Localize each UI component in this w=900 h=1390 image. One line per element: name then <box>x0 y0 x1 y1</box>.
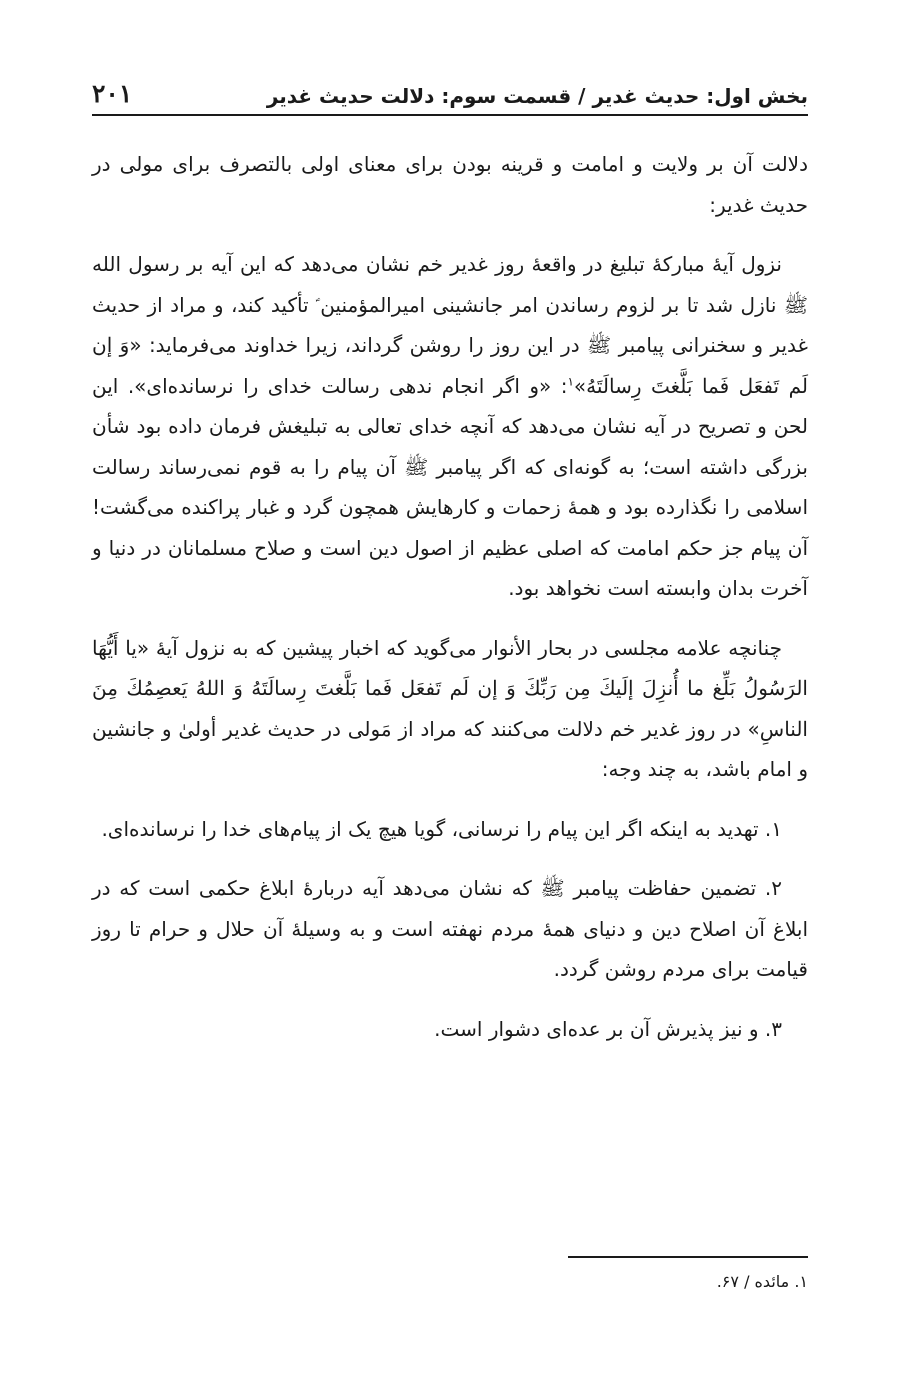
footnote-divider <box>568 1256 808 1258</box>
list-item: ۱. تهدید به اینکه اگر این پیام را نرسانی، گویا هیچ یک از پیام‌های خدا را نرسانده‌ای. <box>101 816 782 841</box>
page-header <box>92 68 808 116</box>
paragraph-tabligh-verse: نزول آیهٔ مبارکهٔ تبلیغ در واقعهٔ روز غدیر خم نشان می‌دهد که این آیه بر رسول الله ﷺ نازل شد تا بر لزوم رساندن امر جانشینی امیرالمؤمنین ؑ تأکید کند، و مراد از حدیث غدیر و سخنرانی پیامبر ﷺ در این روز را روشن گرداند، زیرا خداوند می‌فرماید: «وَ إن لَم تَفعَل فَما بَلَّغتَ رِسالَتَهُ»$^۱$: «و اگر انجام ندهی رسالت خدای را نرسانده‌ای». این لحن و تصریح در آیه نشان می‌دهد که آنچه خدای تعالی به تبلیغش فرمان داده بود شأن بزرگی داشته است؛ به گونه‌ای که اگر پیامبر ﷺ آن پیام را به قوم نمی‌رساند رسالت اسلامی را نگذارده بود و همهٔ زحمات و کارهایش همچون گرد و غبار پراکنده می‌گشت! آن پیام جز حکم امامت که اصلی عظیم از اصول دین است و صلاح مسلمانان در دنیا و آخرت بدان وابسته است نخواهد بود. <box>92 252 808 600</box>
paragraph-intro: دلالت آن بر ولایت و امامت و قرینه بودن برای معنای اولی بالتصرف برای مولی در حدیث غدیر: <box>92 152 808 217</box>
quran-verse: یا أَیُّهَا الرَسُولُ بَلِّغ ما أُنزِلَ إلَیكَ مِن رَبِّكَ وَ إن لَم تَفعَل فَما بَلَّغتَ رِسالَتَهُ وَ اللهُ یَعصِمُكَ مِنَ الناسِ <box>92 635 808 741</box>
paragraph-majlisi: چنانچه علامه مجلسی در بحار الأنوار می‌گوید که اخبار پیشین که به نزول آیهٔ «یا أَیُّهَا الرَسُولُ بَلِّغ ما أُنزِلَ إلَیكَ مِن رَبِّكَ وَ إن لَم تَفعَل فَما بَلَّغتَ رِسالَتَهُ وَ اللهُ یَعصِمُكَ مِنَ الناسِ» در روز غدیر خم دلالت می‌کنند که مراد از مَولی در حدیث غدیر أولیٰ و جانشین و امام باشد، به چند وجه: <box>92 635 808 781</box>
running-head: بخش اول: حدیث غدیر / قسمت سوم: دلالت حدیث غدیر <box>266 84 808 108</box>
page-number: ۲۰۱ <box>92 79 133 108</box>
list-item: ۳. و نیز پذیرش آن بر عده‌ای دشوار است. <box>434 1016 782 1041</box>
footnote: ۱. مائده / ۶۷. <box>716 1272 808 1291</box>
footnote-marker: ۱ <box>567 373 574 388</box>
list-item: ۲. تضمین حفاظت پیامبر ﷺ که نشان می‌دهد آیه دربارهٔ ابلاغ حکمی است که در ابلاغ آن اصلاح دین و دنیای همهٔ مردم نهفته است و به وسیلهٔ آن حلال و حرام تا روز قیامت برای مردم روشن گردد. <box>92 876 808 981</box>
quran-verse: وَ إن لَم تَفعَل فَما بَلَّغتَ رِسالَتَهُ <box>92 333 808 398</box>
body-text <box>92 144 808 1068</box>
